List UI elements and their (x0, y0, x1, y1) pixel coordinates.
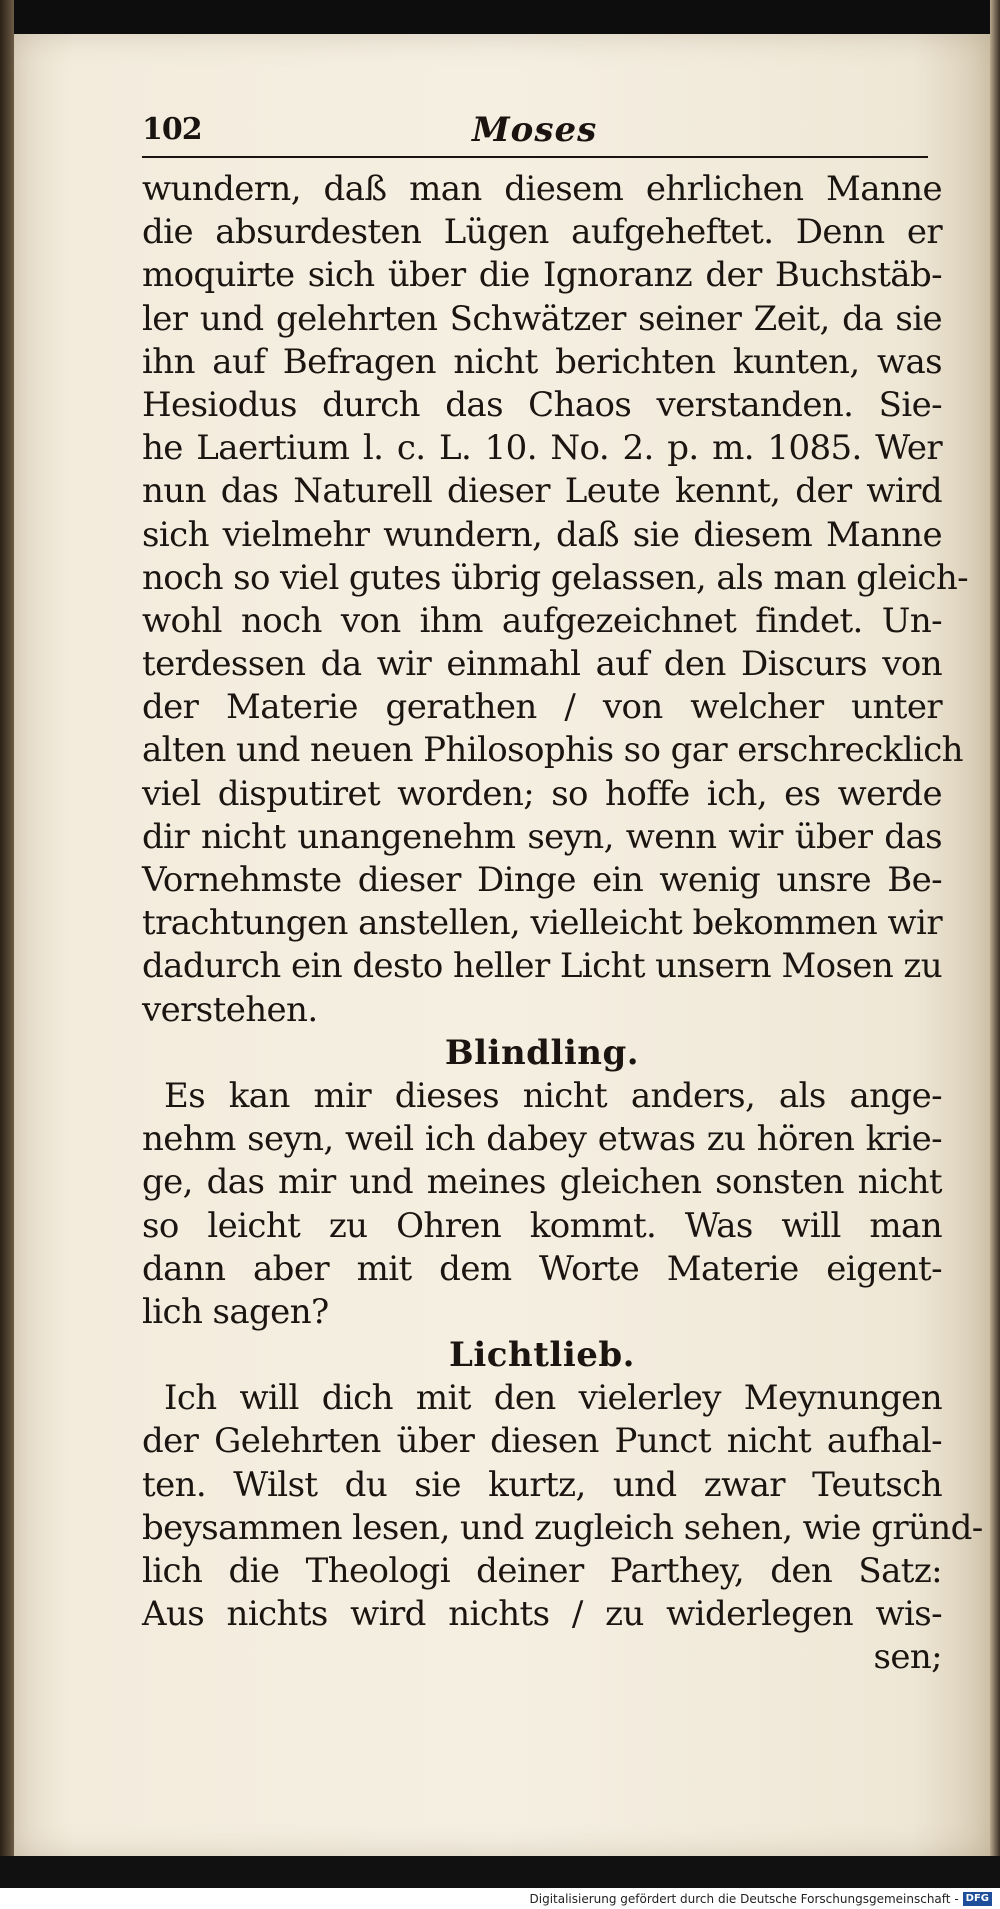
text-line: noch so viel gutes übrig gelassen, als man gleich- (142, 557, 969, 598)
credit-text: Digitalisierung gefördert durch die Deutsche Forschungsgemeinschaft - (529, 1891, 959, 1906)
text-line: ten. Wilst du sie kurtz, und zwar Teutsch (142, 1464, 942, 1505)
page-edge-right (990, 0, 1000, 1856)
text-line: wundern, daß man diesem ehrlichen Manne (142, 169, 942, 209)
text-line: nehm seyn, weil ich dabey etwas zu hören krie- (142, 1119, 942, 1160)
page-header (142, 112, 928, 158)
page-edge-left (0, 0, 14, 1856)
text-line: Es kan mir dieses nicht anders, als ange- (164, 1075, 942, 1116)
text-line: terdessen da wir einmahl auf den Discurs von (142, 644, 942, 685)
text-line: Ich will dich mit den vielerley Meynungen (164, 1378, 942, 1419)
text-line: der Gelehrten über diesen Punct nicht aufhal- (142, 1421, 942, 1462)
text-line: ler und gelehrten Schwätzer seiner Zeit, da sie (142, 298, 942, 339)
dfg-logo: DFG (963, 1892, 992, 1906)
text-line: verstehen. (142, 989, 318, 1030)
text-line: sich vielmehr wundern, daß sie diesem Manne (142, 514, 942, 555)
text-line: so leicht zu Ohren kommt. Was will man (142, 1205, 942, 1246)
text-line: der Materie gerathen / von welcher unter (142, 687, 942, 728)
text-line: alten und neuen Philosophis so gar erschrecklich (142, 730, 963, 771)
speaker-heading: Blindling. (444, 1032, 640, 1073)
text-line: moquirte sich über die Ignoranz der Buchstäb- (142, 255, 942, 296)
text-line: dadurch ein desto heller Licht unsern Mosen zu (142, 946, 942, 987)
text-line: lich die Theologi deiner Parthey, den Satz: (142, 1551, 942, 1591)
page-text (142, 168, 983, 1680)
scan-border-bottom (0, 1856, 1000, 1888)
text-line: beysammen lesen, und zugleich sehen, wie gründ- (142, 1507, 983, 1548)
text-line: trachtungen anstellen, vielleicht bekommen wir (142, 903, 942, 944)
text-line: Vornehmste dieser Dinge ein wenig unsre Be- (142, 860, 942, 900)
digitization-credit (0, 1888, 1000, 1909)
text-line: Aus nichts wird nichts / zu widerlegen wis- (142, 1594, 942, 1635)
text-line: dann aber mit dem Worte Materie eigent- (142, 1248, 942, 1289)
text-line: nun das Naturell dieser Leute kennt, der wird (142, 471, 942, 512)
text-line: wohl noch von ihm aufgezeichnet findet. Un- (142, 600, 942, 641)
text-line: he Laertium l. c. L. 10. No. 2. p. m. 1085. Wer (142, 428, 942, 469)
text-line: ihn auf Befragen nicht berichten kunten, was (142, 341, 942, 382)
running-head: Moses (472, 110, 598, 150)
text-line: Hesiodus durch das Chaos verstanden. Sie- (142, 384, 942, 425)
text-line: ge, das mir und meines gleichen sonsten nicht (142, 1162, 942, 1203)
catchword: sen; (873, 1637, 942, 1678)
text-line: viel disputiret worden; so hoffe ich, es werde (142, 773, 942, 814)
text-line: dir nicht unangenehm seyn, wenn wir über das (142, 816, 942, 857)
scan-border-top (0, 0, 1000, 34)
page-number: 102 (142, 112, 202, 147)
text-line: die absurdesten Lügen aufgeheftet. Denn er (142, 212, 942, 253)
speaker-heading: Lichtlieb. (448, 1335, 636, 1376)
text-line: lich sagen? (142, 1291, 329, 1332)
